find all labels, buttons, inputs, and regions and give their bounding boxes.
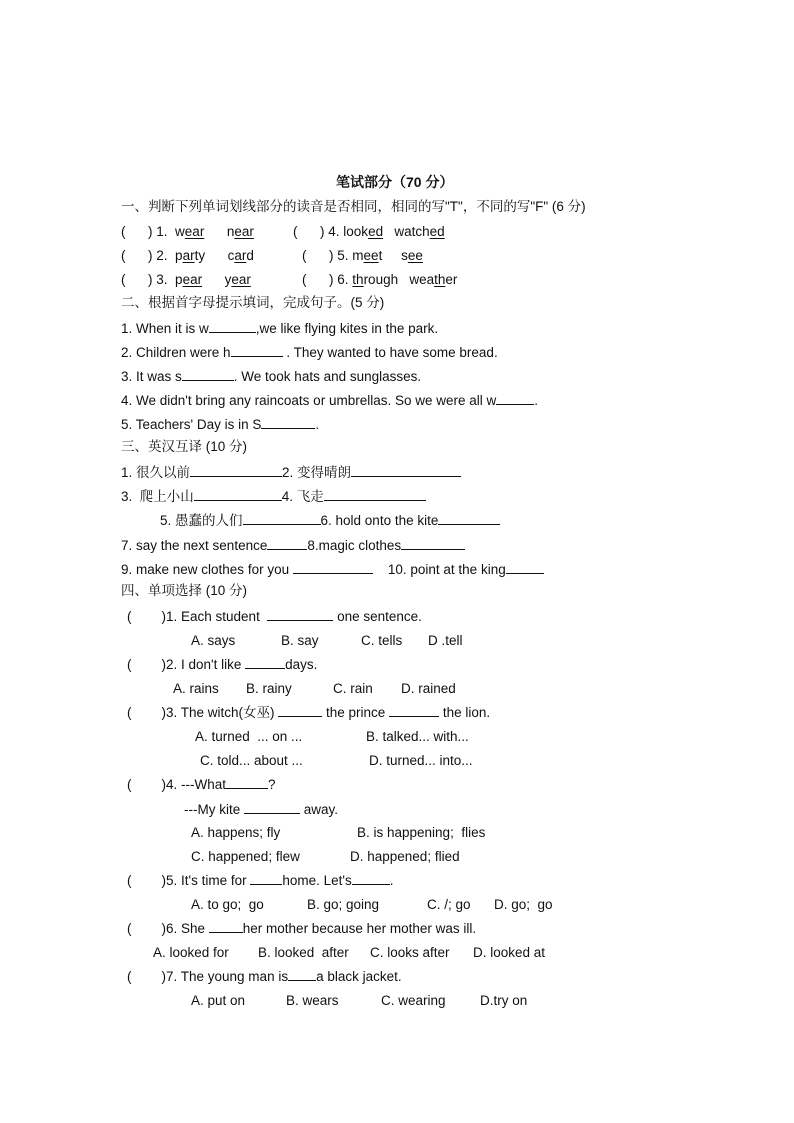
s3-row-4: 7. say the next sentence 8.magic clothes [121,536,465,555]
s4-q5-option-c[interactable]: C. /; go [427,897,471,912]
answer-blank[interactable] [190,463,282,477]
answer-blank[interactable] [245,655,285,669]
answer-blank[interactable] [496,391,534,405]
underlined-part: ear [182,272,203,287]
s4-q2-option-d[interactable]: D. rained [401,681,456,696]
underlined-part: ear [184,224,205,239]
section-4-heading: 四、单项选择 (10 分) [121,583,248,598]
s3-row-3: 5. 愚蠢的人们 6. hold onto the kite [160,511,500,530]
underlined-part: ee [363,248,379,263]
underlined-part: ear [231,272,251,287]
answer-blank[interactable] [288,967,316,981]
s4-q5-option-d[interactable]: D. go; go [494,897,553,912]
underlined-part: ee [407,248,423,263]
s4-q3-option-d[interactable]: D. turned... into... [369,753,473,768]
answer-blank[interactable] [209,919,243,933]
answer-blank[interactable] [401,536,465,550]
s4-q7-option-b[interactable]: B. wears [286,993,339,1008]
s2-item-5: 5. Teachers' Day is in S . [121,417,320,432]
s4-q7-option-a[interactable]: A. put on [191,993,246,1008]
answer-blank[interactable] [231,343,283,357]
s2-item-1: 1. When it is w ,we like flying kites in the park. [121,321,439,336]
s4-q2-option-b[interactable]: B. rainy [246,681,292,696]
s1-row-1b: ( ) 4. looked watched [293,224,445,239]
s4-q2-option-c[interactable]: C. rain [333,681,373,696]
s4-q1-option-d[interactable]: D .tell [428,633,463,648]
s4-q7-option-c[interactable]: C. wearing [381,993,446,1008]
answer-blank[interactable] [182,367,234,381]
answer-blank[interactable] [293,560,373,574]
underlined-part: th [434,272,446,287]
s4-q6-option-a[interactable]: A. looked for [153,945,229,960]
s4-q4-option-c[interactable]: C. happened; flew [191,849,300,864]
section-2-heading: 二、根据首字母提示填词，完成句子。(5 分) [121,295,385,310]
s4-q1-option-c[interactable]: C. tells [361,633,403,648]
s4-q1-option-a[interactable]: A. says [191,633,236,648]
answer-blank[interactable] [389,703,439,717]
s4-q4-option-b[interactable]: B. is happening; flies [357,825,486,840]
s1-row-2: ( ) 2. party card [121,248,254,263]
answer-blank[interactable] [261,415,315,429]
answer-blank[interactable] [506,560,544,574]
s4-q7-option-d[interactable]: D.try on [480,993,528,1008]
answer-paren: ( ) [127,609,166,624]
answer-blank[interactable] [267,536,307,550]
s4-q4-stem: ( )4. ---What ? [127,777,276,792]
page-title: 笔试部分（70 分） [336,174,454,190]
s4-q6-option-d[interactable]: D. looked at [473,945,546,960]
s4-q5-option-b[interactable]: B. go; going [307,897,380,912]
s4-q6-option-b[interactable]: B. looked after [258,945,349,960]
s1-row-3b: ( ) 6. through weather [302,272,458,287]
answer-blank[interactable] [278,703,322,717]
answer-blank[interactable] [352,871,390,885]
s4-q2-option-a[interactable]: A. rains [173,681,219,696]
s4-q4-line2: ---My kite away. [184,802,339,817]
s1-row-3: ( ) 3. pear year [121,272,251,287]
section-3-heading: 三、英汉互译 (10 分) [121,439,248,454]
underlined-part: ar [182,248,195,263]
s3-row-5: 9. make new clothes for you 10. point at the king [121,560,544,579]
answer-blank[interactable] [324,487,426,501]
s1-row-2b: ( ) 5. meet see [302,248,423,263]
answer-blank[interactable] [209,319,256,333]
s4-q4-option-d[interactable]: D. happened; flied [350,849,460,864]
underlined-part: ed [368,224,384,239]
s4-q3-option-b[interactable]: B. talked... with... [366,729,469,744]
answer-blank[interactable] [194,487,282,501]
s3-row-1: 1. 很久以前 2. 变得晴朗 [121,463,461,482]
underlined-part: th [352,272,364,287]
answer-blank[interactable] [267,607,333,621]
underlined-part: ar [234,248,247,263]
s4-q5-stem: ( )5. It's time for home. Let's . [127,873,394,888]
answer-blank[interactable] [250,871,282,885]
s2-item-2: 2. Children were h . They wanted to have some bread. [121,345,498,360]
s4-q3-option-c[interactable]: C. told... about ... [200,753,303,768]
answer-blank[interactable] [438,511,500,525]
underlined-part: ear [234,224,254,239]
s4-q1-stem: ( )1. Each student one sentence. [127,609,422,624]
answer-blank[interactable] [351,463,461,477]
answer-blank[interactable] [226,775,268,789]
underlined-part: ed [429,224,445,239]
s2-item-4: 4. We didn't bring any raincoats or umbrellas. So we were all w . [121,393,539,408]
s1-row-1: ( ) 1. wear near [121,224,254,239]
s4-q6-option-c[interactable]: C. looks after [370,945,450,960]
s4-q3-option-a[interactable]: A. turned ... on ... [195,729,303,744]
s4-q7-stem: ( )7. The young man is a black jacket. [127,969,402,984]
s3-row-2: 3. 爬上小山 4. 飞走 [121,487,426,506]
s4-q1-option-b[interactable]: B. say [281,633,319,648]
s4-q5-option-a[interactable]: A. to go; go [191,897,264,912]
section-1-heading: 一、判断下列单词划线部分的读音是否相同，相同的写"T"，不同的写"F" (6 分) [121,199,586,214]
s4-q6-stem: ( )6. She her mother because her mother was ill. [127,921,477,936]
answer-paren: ( ) [121,224,153,239]
s2-item-3: 3. It was s . We took hats and sunglasses. [121,369,422,384]
answer-blank[interactable] [244,800,300,814]
answer-blank[interactable] [243,511,321,525]
s4-q3-stem: ( )3. The witch(女巫) the prince the lion. [127,705,491,720]
s4-q4-option-a[interactable]: A. happens; fly [191,825,281,840]
s4-q2-stem: ( )2. I don't like days. [127,657,318,672]
